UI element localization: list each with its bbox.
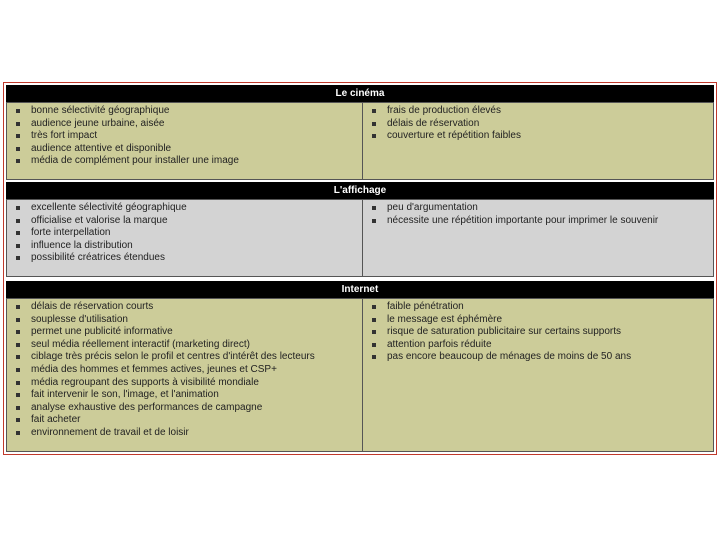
list-item: environnement de travail et de loisir xyxy=(31,427,362,440)
list-item: attention parfois réduite xyxy=(387,339,713,352)
list-item: délais de réservation xyxy=(387,118,713,131)
section-cinema xyxy=(6,85,714,180)
list-item: fait intervenir le son, l'image, et l'animation xyxy=(31,389,362,402)
list-item: fait acheter xyxy=(31,414,362,427)
list-item: nécessite une répétition importante pour imprimer le souvenir xyxy=(387,215,713,228)
list-item: couverture et répétition faibles xyxy=(387,130,713,143)
list-item: permet une publicité informative xyxy=(31,326,362,339)
advantages-column-affichage xyxy=(6,199,362,277)
list-item: frais de production élevés xyxy=(387,105,713,118)
list-item: analyse exhaustive des performances de campagne xyxy=(31,402,362,415)
list-item: audience attentive et disponible xyxy=(31,143,362,156)
section-header-affichage: L'affichage xyxy=(6,182,714,199)
list-item: souplesse d'utilisation xyxy=(31,314,362,327)
section-affichage xyxy=(6,182,714,277)
disadvantages-column-cinema xyxy=(362,102,714,180)
section-header-cinema: Le cinéma xyxy=(6,85,714,102)
list-item: forte interpellation xyxy=(31,227,362,240)
list-item: peu d'argumentation xyxy=(387,202,713,215)
list-item: audience jeune urbaine, aisée xyxy=(31,118,362,131)
advantages-column-cinema xyxy=(6,102,362,180)
list-item: possibilité créatrices étendues xyxy=(31,252,362,265)
disadvantages-column-internet xyxy=(362,298,714,452)
section-internet xyxy=(6,281,714,452)
section-header-internet: Internet xyxy=(6,281,714,298)
list-item: officialise et valorise la marque xyxy=(31,215,362,228)
list-item: pas encore beaucoup de ménages de moins de 50 ans xyxy=(387,351,713,364)
list-item: média des hommes et femmes actives, jeunes et CSP+ xyxy=(31,364,362,377)
list-item: faible pénétration xyxy=(387,301,713,314)
list-item: excellente sélectivité géographique xyxy=(31,202,362,215)
list-item: le message est éphémère xyxy=(387,314,713,327)
list-item: risque de saturation publicitaire sur certains supports xyxy=(387,326,713,339)
list-item: influence la distribution xyxy=(31,240,362,253)
disadvantages-column-affichage xyxy=(362,199,714,277)
list-item: ciblage très précis selon le profil et centres d'intérêt des lecteurs xyxy=(31,351,362,364)
advantages-column-internet xyxy=(6,298,362,452)
list-item: très fort impact xyxy=(31,130,362,143)
list-item: média regroupant des supports à visibilité mondiale xyxy=(31,377,362,390)
comparison-table xyxy=(3,82,717,455)
list-item: seul média réellement interactif (marketing direct) xyxy=(31,339,362,352)
list-item: média de complément pour installer une image xyxy=(31,155,362,168)
list-item: bonne sélectivité géographique xyxy=(31,105,362,118)
list-item: délais de réservation courts xyxy=(31,301,362,314)
